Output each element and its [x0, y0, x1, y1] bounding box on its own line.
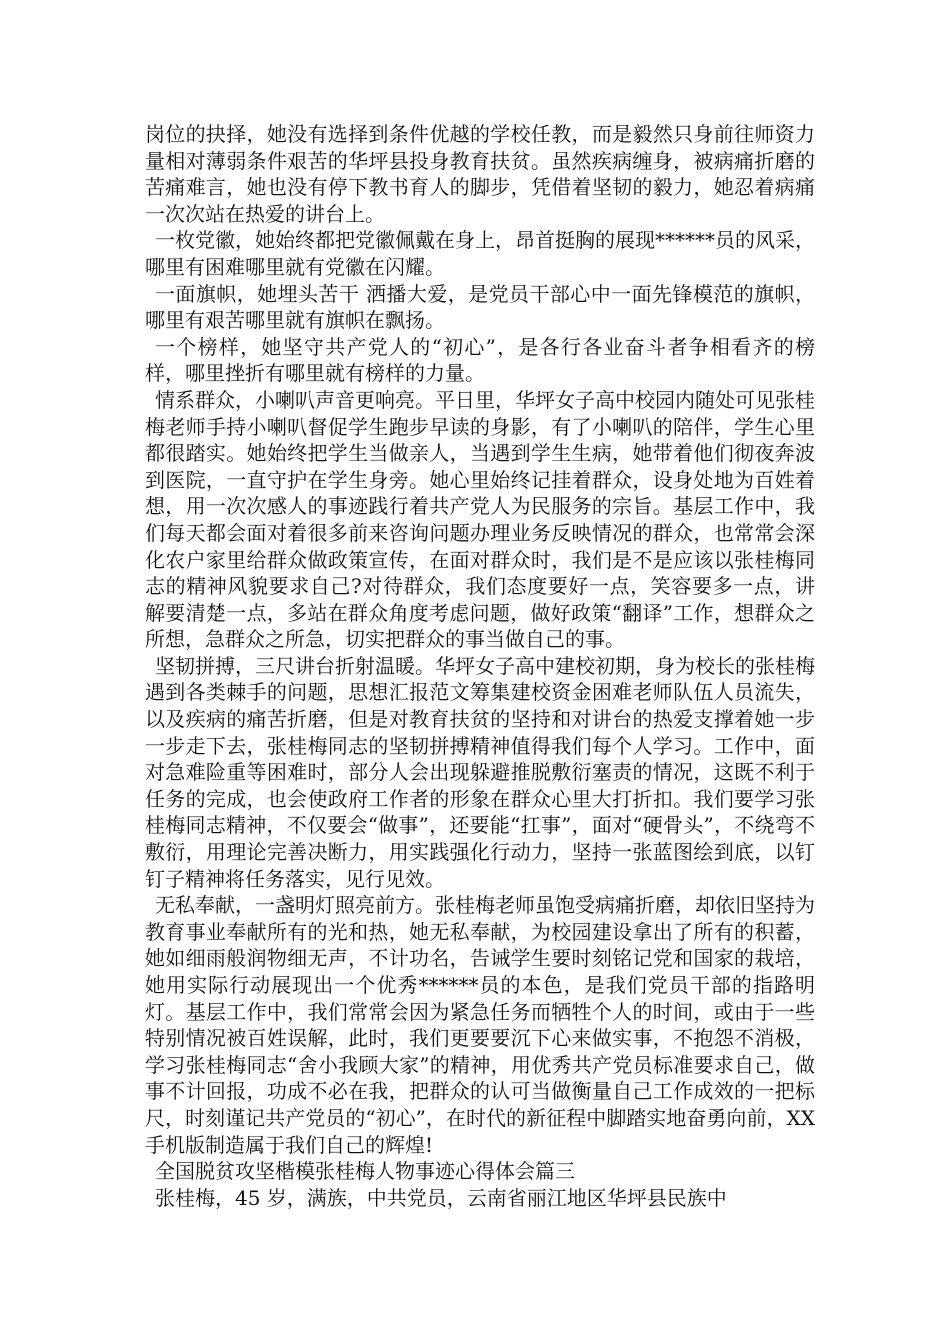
paragraph-biography-start: 张桂梅，45 岁，满族，中共党员，云南省丽江地区华坪县民族中 [155, 1185, 727, 1210]
document-body [145, 121, 815, 1211]
paragraph-party-badge: 一枚党徽，她始终都把党徽佩戴在身上，昂首挺胸的展现******员的风采，哪里有困难哪里就有党徽在闪耀。 [145, 228, 815, 279]
paragraph-serve-masses: 情系群众，小喇叭声音更响亮。平日里，华坪女子高中校园内随处可见张桂梅老师手持小喇叭督促学生跑步早读的身影，有了小喇叭的陪伴，学生心里都很踏实。她始终把学生当做亲人，当遇到学生生病，她带着他们彻夜奔波到医院，一直守护在学生身旁。她心里始终记挂着群众，设身处地为百姓着想，用一次次感人的事迹践行着共产党人为民服务的宗旨。基层工作中，我们每天都会面对着很多前来咨询问题办理业务反映情况的群众，也常常会深化农户家里给群众做政策宣传，在面对群众时，我们是不是应该以张桂梅同志的精神风貌要求自己?对待群众，我们态度要好一点，笑容要多一点，讲解要清楚一点，多站在群众角度考虑问题，做好政策“翻译”工作，想群众之所想，急群众之所急，切实把群众的事当做自己的事。 [145, 387, 815, 652]
paragraph-perseverance: 坚韧拼搏，三尺讲台折射温暖。华坪女子高中建校初期，身为校长的张桂梅遇到各类棘手的问题，思想汇报范文筹集建校资金困难老师队伍人员流失，以及疾病的痛苦折磨，但是对教育扶贫的坚持和对讲台的热爱支撑着她一步一步走下去，张桂梅同志的坚韧拼搏精神值得我们每个人学习。工作中，面对急难险重等困难时，部分人会出现躲避推脱敷衍塞责的情况，这既不利于任务的完成，也会使政府工作者的形象在群众心里大打折扣。我们要学习张桂梅同志精神，不仅要会“做事”，还要能“扛事”，面对“硬骨头”，不绕弯不敷衍，用理论完善决断力，用实践强化行动力，坚持一张蓝图绘到底，以钉钉子精神将任务落实，见行见效。 [145, 653, 815, 891]
paragraph-banner: 一面旗帜，她埋头苦干 洒播大爱，是党员干部心中一面先锋模范的旗帜，哪里有艰苦哪里就有旗帜在飘扬。 [145, 281, 815, 333]
paragraph-selfless-dedication: 无私奉献，一盏明灯照亮前方。张桂梅老师虽饱受病痛折磨，却依旧坚持为教育事业奉献所有的光和热，她无私奉献，为校园建设拿出了所有的积蓄，她如细雨般润物细无声，不计功名，告诫学生要时刻铭记党和国家的栽培，她用实际行动展现出一个优秀******员的本色，是我们党员干部的指路明灯。基层工作中，我们常常会因为紧急任务而牺牲个人的时间，或由于一些特别情况被百姓误解，此时，我们更要要沉下心来做实事，不抱怨不消极，学习张桂梅同志“舍小我顾大家”的精神，用优秀共产党员标准要求自己，做事不计回报，功成不必在我，把群众的认可当做衡量自己工作成效的一把标尺，时刻谨记共产党员的“初心”，在时代的新征程中脚踏实地奋勇向前，XX手机版制造属于我们自己的辉煌! [145, 893, 815, 1157]
paragraph-continuation: 岗位的抉择，她没有选择到条件优越的学校任教，而是毅然只身前往师资力量相对薄弱条件艰苦的华坪县投身教育扶贫。虽然疾病缠身，被病痛折磨的苦痛难言，她也没有停下教书育人的脚步，凭借着坚韧的毅力，她忍着病痛一次次站在热爱的讲台上。 [145, 122, 815, 226]
paragraph-role-model: 一个榜样，她坚守共产党人的“初心”，是各行各业奋斗者争相看齐的榜样，哪里挫折有哪里就有榜样的力量。 [145, 334, 815, 386]
section-heading: 全国脱贫攻坚楷模张桂梅人物事迹心得体会篇三 [155, 1159, 575, 1184]
